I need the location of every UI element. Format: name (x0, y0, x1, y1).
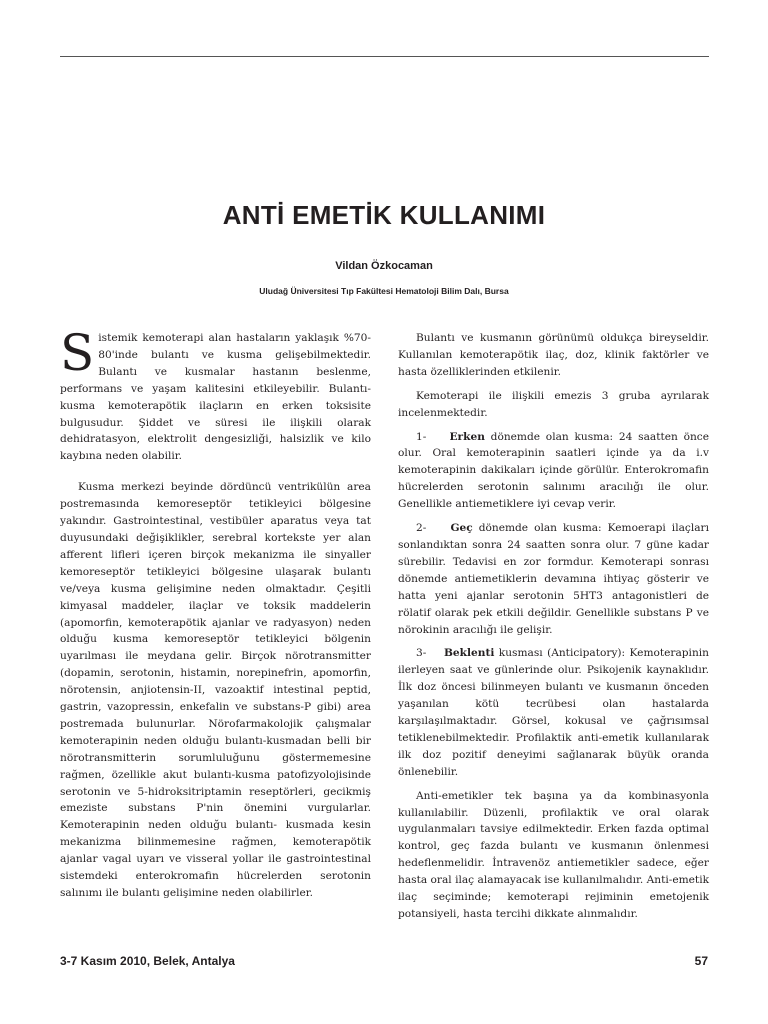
emesis-type-delayed (398, 520, 709, 638)
emesis-type-anticipatory (398, 645, 709, 780)
item-number: 1- (416, 430, 427, 443)
intro-paragraph (60, 324, 371, 465)
article-title: ANTİ EMETİK KULLANIMI (222, 200, 546, 230)
item-number: 3- (416, 647, 427, 660)
variability-paragraph: Bulantı ve kusmanın görünümü oldukça bireyseldir. Kullanılan kemoterapötik ilaç, doz, klinik faktörler ve hasta özelliklerinden etkilenir. (398, 332, 709, 378)
item-text: dönemde olan kusma: 24 saatten önce olur. Oral kemoterapinin saatleri içinde ya da i.v kemoterapinin dakikaları içinde görülür. Enterokromafin hücrelerden serotonin salınımı aracılığı ile olur. Genellikle antiemetiklere iyi cevap verir. (398, 430, 709, 511)
drop-cap: S (60, 324, 95, 382)
emesis-type-early (398, 429, 709, 514)
item-term: Beklenti (443, 647, 495, 660)
author-affiliation: Uludağ Üniversitesi Tıp Fakültesi Hematoloji Bilim Dalı, Bursa (259, 286, 509, 296)
item-term: Geç (450, 522, 473, 535)
item-number: 2- (416, 522, 427, 535)
page-number: 57 (694, 954, 708, 968)
footer-event: 3-7 Kasım 2010, Belek, Antalya (60, 954, 235, 968)
author-name: Vildan Özkocaman (335, 260, 433, 272)
classification-paragraph: Kemoterapi ile ilişkili emezis 3 gruba ayrılarak incelenmektedir. (398, 389, 709, 419)
mechanism-paragraph: Kusma merkezi beyinde dördüncü ventrikülün area postremasında kemoreseptör tetikleyici bölgesine yakındır. Gastrointestinal, vestibüler aparatus veya tat duyusundaki değişiklikler, serebral kortekste yer alan afferent lifleri içeren birçok mekanizma ile sinyaller kemoreseptör tetikleyici bölgesine ulaşarak bulantı ve/veya kusma gelişimine neden olmaktadır. Çeşitli kimyasal maddeler, ilaçlar ve toksik maddelerin (apomorfin, kemoterapötik ajanlar ve radyasyon) neden olduğu kusma kemoreseptör tetikleyici bölgenin uyarılması ile meydana gelir. Birçok nörotransmitter (dopamin, serotonin, histamin, norepinefrin, apomorfin, nörotensin, anjiotensin-II, vazoaktif intestinal peptid, gastrin, vazopressin, enkefalin ve substans-P gibi) area postremada bulunurlar. Nörofarmakolojik çalışmalar kemoterapinin neden olduğu bulantı-kusmadan belli bir nörotransmitterin sorumluluğunu göstermemesine rağmen, özellikle akut bulantı-kusma patofizyolojisinde serotonin ve 5-hidroksitriptamin reseptörleri, gecikmiş emeziste substans P'nin önemini vurgularlar. Kemoterapinin neden olduğu bulantı- kusmada kesin mekanizma bilinmemesine rağmen, kemoterapötik ajanlar vagal uyarı ve visseral yollar ile gastrointestinal sistemdeki enterokromafin hücrelerden serotonin salınımı ile bulantı gelişimine neden olabilirler. (60, 481, 371, 899)
intro-text: istemik kemoterapi alan hastaların yaklaşık %70-80'inde bulantı ve kusma gelişebilmektedir. Bulantı ve kusmalar hastanın beslenme, performans ve yaşam kalitesini etkileyebilir. Bulantı-kusma kemoterapötik ilaçların en erken toksisite bulgusudur. Şiddet ve süresi ile ilişkili olarak dehidratasyon, elektrolit dengesizliği, halsizlik ve kilo kaybına neden olabilir. (60, 332, 371, 463)
item-text: dönemde olan kusma: Kemoerapi ilaçları sonlandıktan sonra 24 saatten sonra olur. 7 güne kadar sürebilir. Tedavisi en zor formdur. Kemoterapi sonrası dönemde antiemetiklerin devamına ihtiyaç gösterir ve hatta yeni ajanlar serotonin 5HT3 antagonistleri de rölatif olarak pek etkili değildir. Genellikle substans P ve nörokinin aracılığı ile gelişir. (398, 522, 709, 636)
item-text: kusması (Anticipatory): Kemoterapinin ilerleyen saat ve günlerinde olur. Psikojenik kaynaklıdır. İlk doz öncesi bilinmeyen bulantı ve kusmanın önceden yaşanılan kötü tecrübesi olan hastalarda karşılaşılmaktadır. Görsel, kokusal ve çağrısımsal tetiklenebilmektedir. Profilaktik anti-emetik kullanılarak ilk doz pozitif deneyimi sağlanarak büyük oranda önlenebilir. (398, 647, 709, 778)
treatment-paragraph: Anti-emetikler tek başına ya da kombinasyonla kullanılabilir. Düzenli, profilaktik ve oral olarak uygulanmaları tavsiye edilmektedir. Erken fazda optimal kontrol, geç fazda bulantı ve kusmanın önlenmesi hedeflenmelidir. İntravenöz antiemetikler sadece, eğer hasta oral ilaç alamayacak ise kullanılmalıdır. Anti-emetik ilaç seçiminde; kemoterapi rejiminin emetojenik potansiyeli, hasta tercihi dikkate alınmalıdır. (398, 789, 709, 920)
header-rule (60, 56, 709, 57)
right-column (398, 330, 709, 930)
item-term: Erken (449, 430, 485, 443)
left-column (60, 324, 371, 909)
